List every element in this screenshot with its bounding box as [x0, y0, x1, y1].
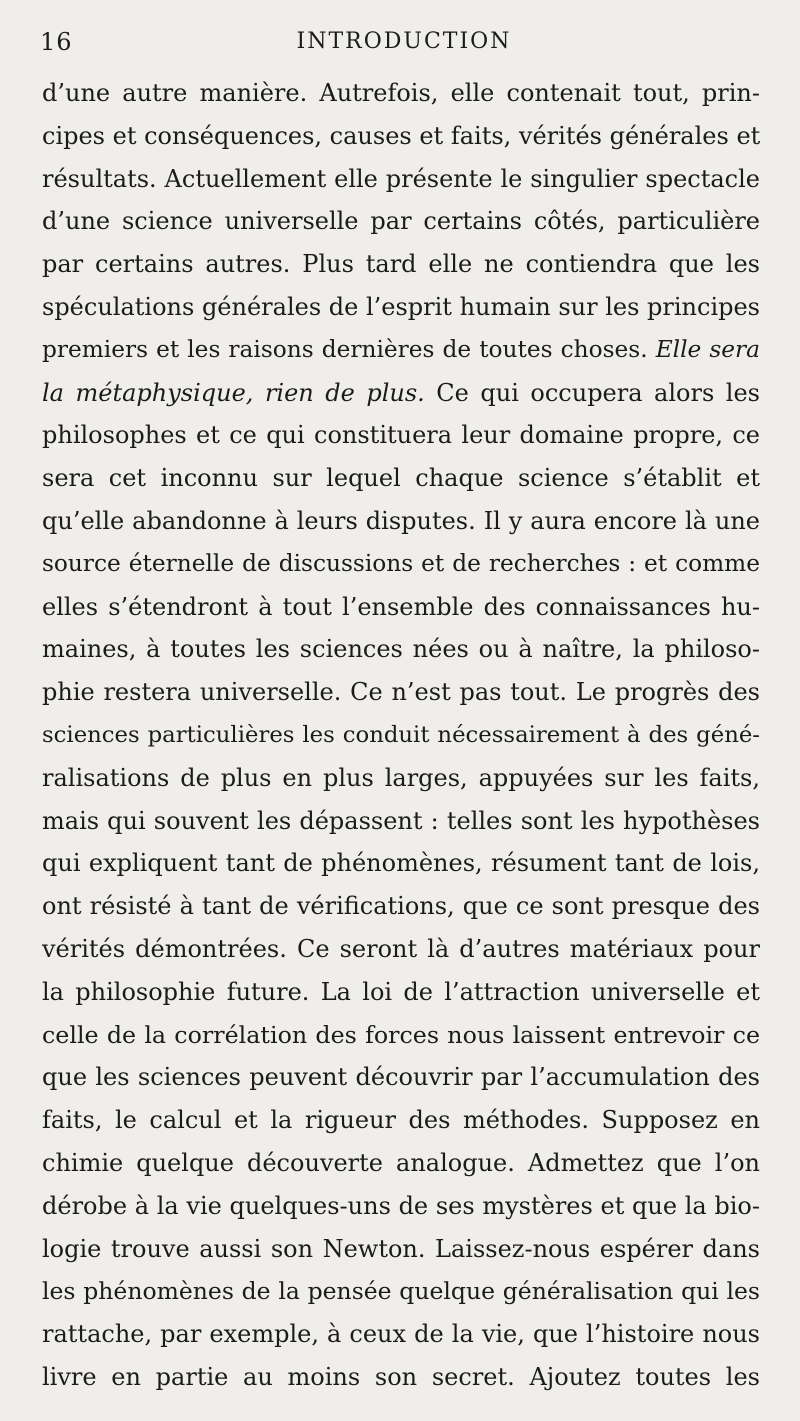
text-line: source éternelle de discussions et de recherches : et comme [42, 549, 760, 577]
text-line: les phénomènes de la pensée quelque généralisation qui les [42, 1277, 760, 1306]
text-line: d’une science universelle par certains côtés, particulière [42, 207, 760, 236]
text-line: résultats. Actuellement elle présente le singulier spectacle [42, 164, 760, 193]
text-line: vérités démontrées. Ce seront là d’autres matériaux pour [42, 934, 760, 963]
text-line: qui expliquent tant de phénomènes, résument tant de lois, [42, 849, 760, 878]
text-line: d’une autre manière. Autrefois, elle contenait tout, prin- [42, 79, 760, 107]
body-text [42, 72, 760, 1399]
text-segment: Ce qui occupera alors les [424, 378, 760, 407]
italic-segment: la métaphysique, rien de plus. [42, 378, 425, 407]
text-line: dérobe à la vie quelques-uns de ses mystères et que la bio- [42, 1191, 760, 1220]
text-line-mixed [42, 329, 760, 372]
running-title: INTRODUCTION [296, 29, 512, 54]
text-line: elles s’étendront à tout l’ensemble des connaissances hu- [42, 592, 760, 621]
text-line: chimie quelque découverte analogue. Admettez que l’on [42, 1148, 760, 1177]
text-line: rattache, par exemple, à ceux de la vie, que l’histoire nous [42, 1320, 760, 1349]
text-line: phie restera universelle. Ce n’est pas tout. Le progrès des [42, 678, 760, 707]
text-line: sera cet inconnu sur lequel chaque science s’établit et [42, 464, 760, 493]
text-line-mixed [42, 372, 760, 415]
text-line: philosophes et ce qui constituera leur domaine propre, ce [42, 421, 760, 450]
text-line: sciences particulières les conduit nécessairement à des géné- [42, 721, 760, 748]
text-line: cipes et conséquences, causes et faits, vérités générales et [42, 121, 761, 150]
text-line: celle de la corrélation des forces nous laissent entrevoir ce [42, 1020, 760, 1049]
text-line: par certains autres. Plus tard elle ne contiendra que les [42, 250, 760, 279]
text-line: maines, à toutes les sciences nées ou à naître, la philoso- [42, 635, 760, 664]
text-line: qu’elle abandonne à leurs disputes. Il y aura encore là une [42, 506, 760, 535]
page-number: 16 [40, 28, 73, 56]
text-line: mais qui souvent les dépassent : telles sont les hypothèses [42, 806, 760, 835]
text-line: ralisations de plus en plus larges, appuyées sur les faits, [42, 763, 760, 792]
text-line: ont résisté à tant de vérifications, que ce sont presque des [42, 892, 760, 921]
text-segment: premiers et les raisons dernières de toutes choses. [42, 335, 648, 363]
text-line: que les sciences peuvent découvrir par l’accumulation des [42, 1063, 760, 1092]
italic-segment: Elle sera [655, 335, 761, 363]
text-line: la philosophie future. La loi de l’attraction universelle et [42, 977, 760, 1006]
text-line: logie trouve aussi son Newton. Laissez-nous espérer dans [42, 1234, 760, 1263]
text-line: spéculations générales de l’esprit humain sur les principes [42, 292, 760, 321]
text-line: faits, le calcul et la rigueur des méthodes. Supposez en [42, 1106, 760, 1135]
text-line: livre en partie au moins son secret. Ajoutez toutes les [42, 1362, 760, 1391]
